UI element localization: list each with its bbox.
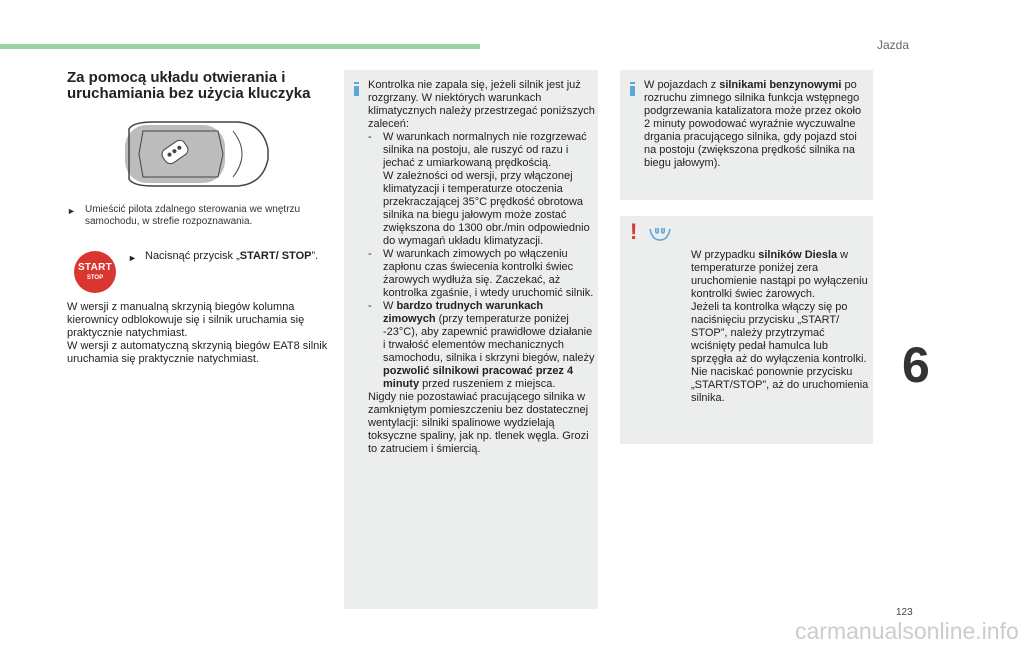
warning-after: w temperaturze poniżej zera uruchomienie nastąpi po wyłączeniu kontrolki świec żarowych. Jeżeli ta kontrolka włączy się po naciśnięciu przycisku „START/ STOP”, należy przytrzymać wciśnięty pedał hamulca lub sprzęgła aż do wyłączenia kontrolki. Nie naciskać ponownie przycisku „START/STOP”, aż do uruchomienia silnika. [691, 249, 869, 404]
info-right-text [644, 79, 866, 170]
list-item-2: W warunkach zimowych po włączeniu zapłonu czas świecenia kontrolki świec żarowych wydłuża się. Zaczekać, aż kontrolka zgaśnie, i wtedy uruchomić silnik. [383, 248, 594, 299]
warning-bold: silników Diesla [758, 249, 838, 261]
info-box-middle [344, 70, 598, 609]
chapter-number: 6 [902, 337, 930, 393]
windscreen [233, 131, 242, 177]
warning-before: W przypadku [691, 249, 759, 261]
press-bold: START/ STOP [239, 250, 312, 262]
list-item-3d: pozwolić silnikowi pracować przez 4 minuty [383, 365, 574, 390]
stop-label: STOP [86, 275, 104, 281]
info-outro: Nigdy nie pozostawiać pracującego silnika w zamkniętym pomieszczeniu bez dostatecznej wentylacji: silniki spalinowe wydzielają toksyczne spaliny, jak np. tlenek węgla. Grozi to zatruciem i śmiercią. [368, 391, 589, 455]
list-item-3c: (przy temperaturze poniżej -23°C), aby zapewnić prawidłowe działanie i trwałość elementów mechanicznych samochodu, silnika i skrzyni biegów, należy [383, 313, 595, 364]
bullet-marker: ► [128, 253, 137, 263]
bullet-marker: ► [67, 206, 76, 216]
list-item-3b: bardzo trudnych warunkach zimowych [383, 300, 544, 325]
info-intro: Kontrolka nie zapala się, jeżeli silnik jest już rozgrzany. W niektórych warunkach klimatycznych należy przestrzegać poniższych zaleceń: [368, 79, 595, 130]
list-item-1: W warunkach normalnych nie rozgrzewać silnika na postoju, ale ruszyć od razu i jechać z umiarkowaną prędkością. W zależności od wersji, przy włączonej klimatyzacji i temperaturze otoczenia przekraczającej 35°C prędkość obrotowa silnika na biegu jałowym może zostać zwiększona do 1300 obr./min odpowiednio do wymagań układu klimatyzacji. [383, 131, 590, 247]
list-item: - W bardzo trudnych warunkach zimowych (przy temperaturze poniżej -23°C), aby zapewnić prawidłowe działanie i trwałość elementów mechanicznych samochodu, silnika i skrzyni biegów, należy pozwolić silnikowi pracować przez 4 minuty przed ruszeniem z miejsca. [368, 300, 595, 390]
list-item: - W warunkach zimowych po włączeniu zapłonu czas świecenia kontrolki świec żarowych wydłuża się. Zaczekać, aż kontrolka zgaśnie, i wtedy uruchomić silnik. [368, 248, 594, 299]
list-item-3a: W [383, 300, 397, 312]
watermark: carmanualsonline.info [795, 618, 1019, 644]
remote-note [67, 204, 337, 228]
page-heading: Za pomocą układu otwierania i uruchamiania bez użycia kluczyka [67, 69, 311, 102]
press-before: Nacisnąć przycisk „ [145, 250, 240, 262]
car-diagram [113, 119, 271, 189]
transmission-paragraph: W wersji z manualną skrzynią biegów kolumna kierownicy odblokowuje się i silnik uruchamia się praktycznie natychmiast. W wersji z automatyczną skrzynią biegów EAT8 silnik uruchamia się praktycznie natychmiast. [67, 301, 328, 365]
start-label: START [77, 262, 113, 273]
press-instruction [128, 250, 328, 263]
page-number: 123 [896, 607, 913, 618]
top-accent-bar [0, 44, 480, 49]
remote-note-text: Umieścić pilota zdalnego sterowania we wnętrzu samochodu, w strefie rozpoznawania. [85, 204, 301, 227]
info-middle-text [368, 79, 596, 456]
info-right-before: W pojazdach z [644, 79, 720, 91]
info-box-right [620, 70, 873, 200]
warning-exclamation-icon: ! [630, 219, 638, 244]
press-after: ”. [311, 250, 319, 262]
start-stop-button-icon [74, 251, 116, 293]
list-item: - W warunkach normalnych nie rozgrzewać silnika na postoju, ale ruszyć od razu i jechać z umiarkowaną prędkością. W zależności od wersji, przy włączonej klimatyzacji i temperaturze otoczenia przekraczającej 35°C prędkość obrotowa silnika na biegu jałowym może zostać zwiększona do 1300 obr./min odpowiednio do wymagań układu klimatyzacji. [368, 131, 590, 247]
warning-text [691, 249, 869, 405]
section-title: Jazda [876, 38, 909, 52]
info-right-after: po rozruchu zimnego silnika funkcja wstępnego podgrzewania katalizatora może przez około 2 minuty powodować wyraźnie wyczuwalne drgania pracującego silnika, gdy pojazd stoi na postoju (zwiększona prędkość silnika na biegu jałowym). [644, 79, 862, 169]
glow-plug-icon [649, 227, 671, 241]
info-right-bold: silnikami benzynowymi [719, 79, 842, 91]
info-icon [630, 82, 635, 96]
warning-box-right [620, 216, 873, 444]
info-icon [354, 82, 359, 96]
list-item-3e: przed ruszeniem z miejsca. [419, 378, 556, 390]
